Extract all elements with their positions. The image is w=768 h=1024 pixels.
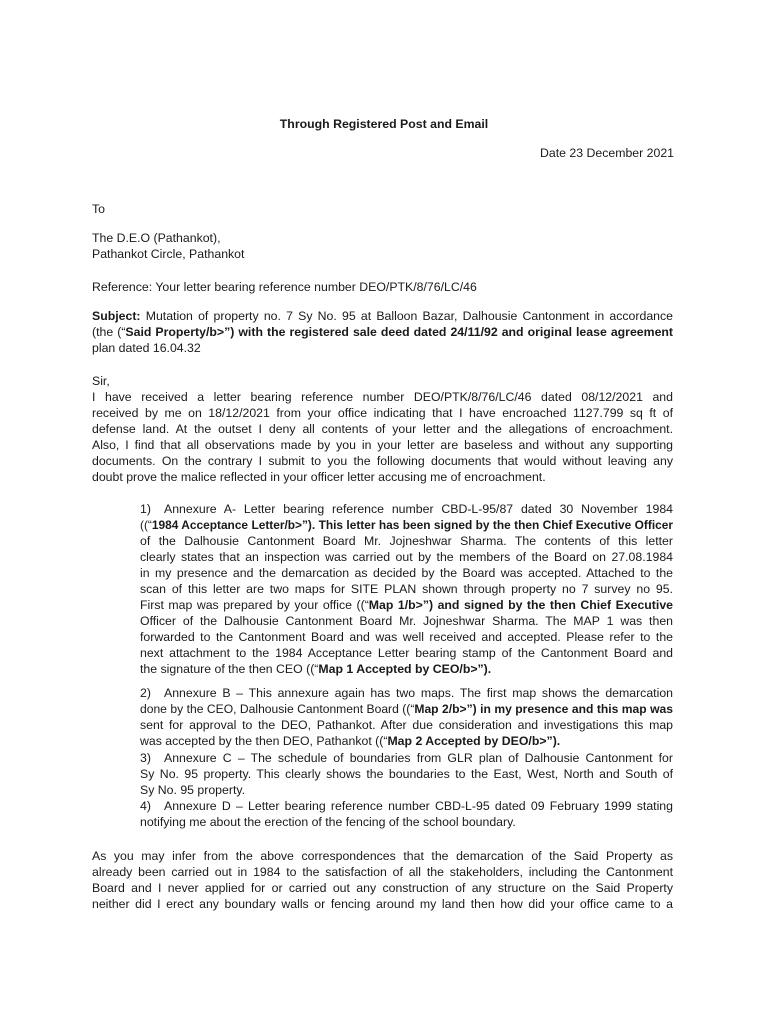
annexure-item-1 bbox=[140, 501, 673, 677]
annexure-line: ((“1984 Acceptance Letter/b>”). This letter has been signed by the then Chief Executive Officer bbox=[140, 518, 673, 532]
annexure-line: forwarded to the Cantonment Board and was well received and accepted. Please refer to the bbox=[140, 630, 673, 644]
closing-line: Board and I never applied for or carried out any construction of any structure on the Said Property bbox=[92, 881, 673, 895]
subject-line-3: plan dated 16.04.32 bbox=[92, 341, 201, 355]
annexure-line: Officer of the Dalhousie Cantonment Board Mr. Jojneshwar Sharma. The MAP 1 was then bbox=[140, 614, 673, 628]
closing-line: already been carried out in 1984 to the satisfaction of all the stakeholders, including the Cantonment bbox=[92, 865, 673, 879]
annexure-line: next attachment to the 1984 Acceptance Letter bearing stamp of the Cantonment Board and bbox=[140, 646, 673, 660]
annexure-line: done by the CEO, Dalhousie Cantonment Board ((“Map 2/b>”) in my presence and this map was bbox=[140, 702, 673, 716]
addressee-line-2: Pathankot Circle, Pathankot bbox=[92, 247, 245, 261]
subject-line-1: Subject: Mutation of property no. 7 Sy No. 95 at Balloon Bazar, Dalhousie Cantonment in accordance bbox=[92, 309, 673, 323]
subject-label: Subject: bbox=[92, 309, 141, 323]
annexure-line: clearly states that an inspection was carried out by the members of the Board on 27.08.1984 bbox=[140, 550, 673, 564]
annexure-line: was accepted by the then DEO, Pathankot ((“Map 2 Accepted by DEO/b>”). bbox=[140, 734, 561, 748]
intro-line: documents. On the contrary I submit to you the following documents that would without leaving any bbox=[92, 454, 673, 468]
intro-line: received by me on 18/12/2021 from your office indicating that I have encroached 1127.799 sq ft of bbox=[92, 406, 673, 420]
reference-line: Reference: Your letter bearing reference number DEO/PTK/8/76/LC/46 bbox=[92, 280, 477, 294]
annexure-line: sent for approval to the DEO, Pathankot. After due consideration and investigations this map bbox=[140, 718, 673, 732]
closing-line: As you may infer from the above correspondences that the demarcation of the Said Property as bbox=[92, 849, 673, 863]
addressee-line-1: The D.E.O (Pathankot), bbox=[92, 231, 221, 245]
annexure-line: scan of this letter are two maps for SITE PLAN shown through property no 7 survey no 95. bbox=[140, 582, 673, 596]
annexure-line: Annexure A- Letter bearing reference number CBD-L-95/87 dated 30 November 1984 bbox=[164, 502, 673, 516]
annexure-number: 1) bbox=[140, 502, 151, 516]
letter-date: Date 23 December 2021 bbox=[540, 146, 674, 160]
annexure-number: 4) bbox=[140, 799, 151, 813]
annexure-line: the signature of the then CEO ((“Map 1 Accepted by CEO/b>”). bbox=[140, 662, 492, 676]
annexure-line: in my presence and the demarcation as decided by the Board was accepted. Attached to the bbox=[140, 566, 673, 580]
intro-paragraph bbox=[92, 389, 673, 485]
annexure-line: Annexure D – Letter bearing reference number CBD-L-95 dated 09 February 1999 stating bbox=[164, 799, 673, 813]
annexure-line: Annexure C – The schedule of boundaries from GLR plan of Dalhousie Cantonment for bbox=[164, 751, 673, 765]
annexure-item-2 bbox=[140, 685, 673, 749]
intro-line: I have received a letter bearing reference number DEO/PTK/8/76/LC/46 dated 08/12/2021 and bbox=[92, 390, 673, 404]
annexure-line: Sy No. 95 property. This clearly shows the boundaries to the East, West, North and South of bbox=[140, 767, 673, 781]
annexure-line: First map was prepared by your office ((“Map 1/b>”) and signed by the then Chief Executive bbox=[140, 598, 673, 612]
subject-block bbox=[92, 308, 673, 356]
letter-heading: Through Registered Post and Email bbox=[279, 117, 489, 131]
annexure-line: of the Dalhousie Cantonment Board Mr. Jojneshwar Sharma. The contents of this letter bbox=[140, 534, 673, 548]
closing-paragraph bbox=[92, 848, 673, 912]
annexure-number: 2) bbox=[140, 686, 151, 700]
salutation: Sir, bbox=[92, 374, 110, 388]
annexure-item-3 bbox=[140, 750, 673, 798]
intro-line: doubt prove the malice reflected in your officer letter accusing me of encroachment. bbox=[92, 470, 546, 484]
annexure-line: Sy No. 95 property. bbox=[140, 783, 246, 797]
annexure-number: 3) bbox=[140, 751, 151, 765]
to-label: To bbox=[92, 202, 105, 216]
intro-line: Also, I find that all observations made by you in your letter are baseless and without any supporting bbox=[92, 438, 673, 452]
intro-line: defense land. At the outset I deny all contents of your letter and the allegations of encroachment. bbox=[92, 422, 673, 436]
annexure-line: notifying me about the erection of the fencing of the school boundary. bbox=[140, 815, 516, 829]
subject-line-2: (the (“Said Property/b>”) with the registered sale deed dated 24/11/92 and original lease agreement bbox=[92, 325, 673, 339]
closing-line: neither did I erect any boundary walls or fencing around my land then how did your office came to a bbox=[92, 897, 673, 911]
annexure-item-4 bbox=[140, 798, 673, 830]
annexure-line: Annexure B – This annexure again has two maps. The first map shows the demarcation bbox=[164, 686, 673, 700]
